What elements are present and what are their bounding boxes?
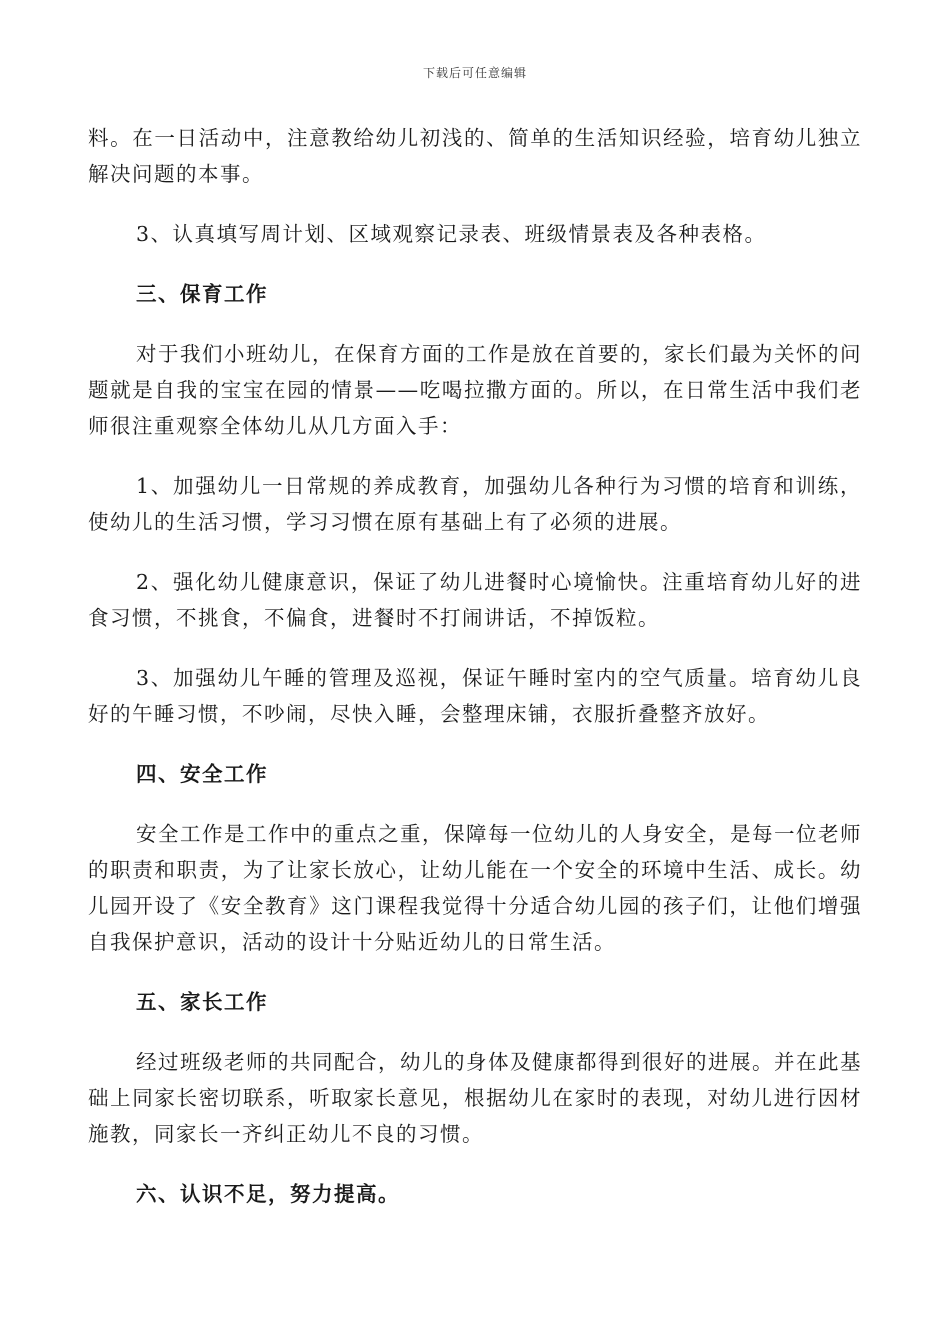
section-heading-safety: 四、安全工作 <box>136 762 268 786</box>
page-header: 下载后可任意编辑 <box>422 66 527 80</box>
paragraph-parents: 经过班级老师的共同配合，幼儿的身体及健康都得到很好的进展。并在此基础上同家长密切联系，听取家长意见，根据幼儿在家时的表现，对幼儿进行因材施教，同家长一齐纠正幼儿不良的习惯。 <box>88 1050 862 1146</box>
section-heading-improvement: 六、认识不足，努力提高。 <box>136 1182 400 1206</box>
paragraph-care-item-1: 1、加强幼儿一日常规的养成教育，加强幼儿各种行为习惯的培育和训练，使幼儿的生活习惯，学习习惯在原有基础上有了必须的进展。 <box>88 474 862 534</box>
paragraph-safety: 安全工作是工作中的重点之重，保障每一位幼儿的人身安全，是每一位老师的职责和职责，为了让家长放心，让幼儿能在一个安全的环境中生活、成长。幼儿园开设了《安全教育》这门课程我觉得十分适合幼儿园的孩子们，让他们增强自我保护意识，活动的设计十分贴近幼儿的日常生活。 <box>88 822 862 954</box>
paragraph-item-3-records: 3、认真填写周计划、区域观察记录表、班级情景表及各种表格。 <box>136 222 767 246</box>
paragraph-care-item-3: 3、加强幼儿午睡的管理及巡视，保证午睡时室内的空气质量。培育幼儿良好的午睡习惯，不吵闹，尽快入睡，会整理床铺，衣服折叠整齐放好。 <box>88 666 862 726</box>
paragraph-continuation: 料。在一日活动中，注意教给幼儿初浅的、简单的生活知识经验，培育幼儿独立解决问题的本事。 <box>88 126 862 186</box>
section-heading-parents: 五、家长工作 <box>136 990 268 1014</box>
paragraph-care-item-2: 2、强化幼儿健康意识，保证了幼儿进餐时心境愉快。注重培育幼儿好的进食习惯，不挑食，不偏食，进餐时不打闹讲话，不掉饭粒。 <box>88 570 862 630</box>
section-heading-care: 三、保育工作 <box>136 282 268 306</box>
paragraph-care-intro: 对于我们小班幼儿，在保育方面的工作是放在首要的，家长们最为关怀的问题就是自我的宝宝在园的情景——吃喝拉撒方面的。所以，在日常生活中我们老师很注重观察全体幼儿从几方面入手： <box>88 342 862 438</box>
document-body <box>88 120 862 1212</box>
